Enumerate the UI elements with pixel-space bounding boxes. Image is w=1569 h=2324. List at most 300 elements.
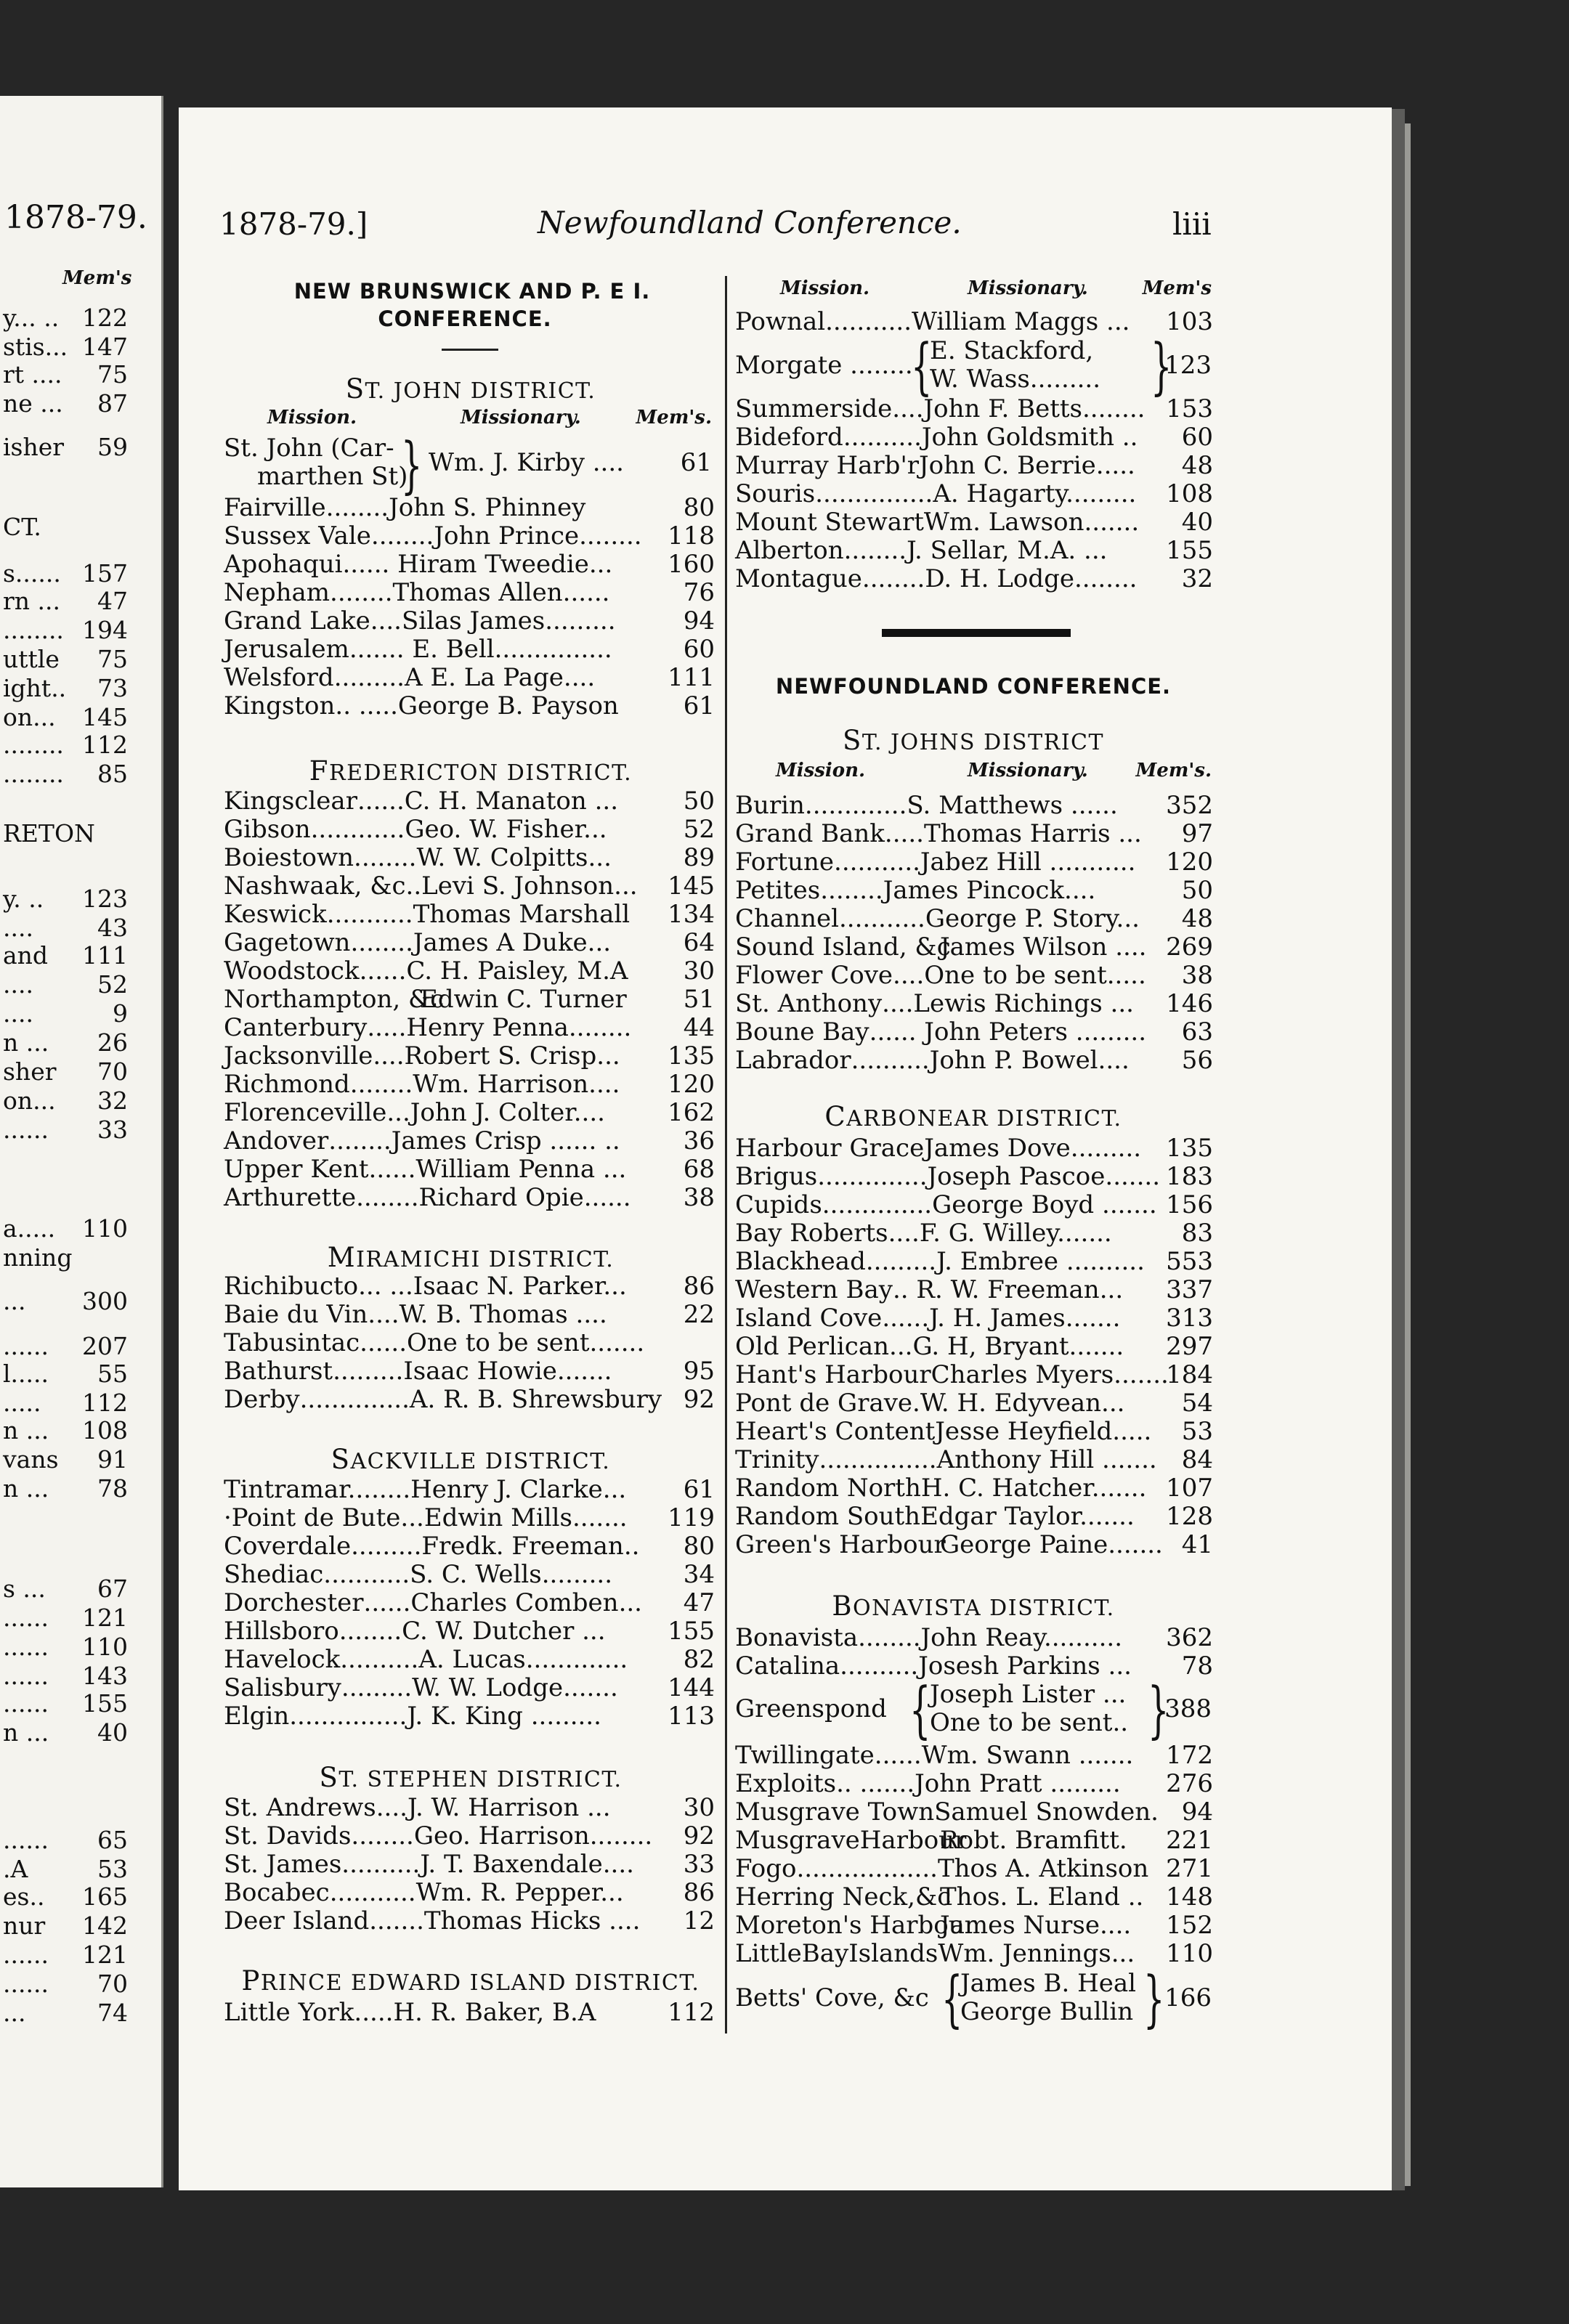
members-count: 44 <box>683 1013 715 1042</box>
members-count: 128 <box>1166 1502 1213 1531</box>
missionary-name: ........John S. Phinney <box>325 493 586 522</box>
missionary-name: ..........A. Lucas............. <box>340 1645 628 1674</box>
mems-heading: Mem's. <box>636 407 712 428</box>
mission-name: Dorchester <box>224 1588 364 1617</box>
missionary-name: .......Thomas Hicks .... <box>369 1906 641 1935</box>
st-johns-district-heading: ST. JOHNS DISTRICT <box>842 725 1105 756</box>
members-count: 156 <box>1166 1190 1213 1219</box>
missionary-name: ....F. G. Willey....... <box>888 1219 1112 1248</box>
left-fragment-number: 155 <box>82 1689 128 1718</box>
directory-row <box>224 1127 715 1155</box>
left-fragment-text: s...... <box>3 559 61 588</box>
mission-name: St. James <box>224 1850 342 1879</box>
members-count: 271 <box>1166 1854 1213 1883</box>
missionary-name: ...........George P. Story... <box>838 904 1140 933</box>
missionary-name: ..........John P. Bowel.... <box>851 1046 1130 1075</box>
left-fragment-number: 33 <box>97 1116 128 1144</box>
directory-row <box>735 877 1213 905</box>
members-count: 123 <box>1164 351 1212 380</box>
left-fragment-number: 143 <box>82 1662 128 1690</box>
carbonear-district-heading: CARBONEAR DISTRICT. <box>824 1101 1122 1132</box>
left-fragment-text: .A <box>3 1855 28 1883</box>
missionary-name: James Dove......... <box>924 1134 1142 1163</box>
missionary-name: .............S. Matthews ...... <box>804 791 1118 820</box>
directory-row <box>735 1827 1213 1855</box>
mission-name: Channel <box>735 904 839 933</box>
missionary-name: James Wilson .... <box>940 933 1147 962</box>
left-fragment-row <box>0 1689 153 1718</box>
missionary-name: ....Lewis Richings ... <box>882 989 1134 1018</box>
members-count: 89 <box>683 843 715 872</box>
missionary-name: ...G. H, Bryant....... <box>889 1332 1124 1361</box>
left-fragment-row <box>0 587 153 616</box>
left-fragment-number: 74 <box>97 1999 128 2027</box>
left-fragment-text: n ... <box>3 1718 49 1747</box>
missionary-name: ......C. H. Paisley, M.A <box>359 956 628 986</box>
missionary-name: ........John Prince........ <box>370 521 642 550</box>
mission-name: Twillingate <box>735 1741 875 1770</box>
left-fragment-row <box>0 1662 153 1691</box>
left-fragment-row <box>0 1332 153 1361</box>
mission-name: Island Cove <box>735 1304 883 1333</box>
members-count: 94 <box>1181 1797 1213 1827</box>
directory-row <box>224 1155 715 1184</box>
mission-name: Woodstock <box>224 956 360 986</box>
directory-row <box>224 986 715 1014</box>
missionary-name-2: George Bullin <box>960 1997 1134 2026</box>
directory-row <box>224 844 715 872</box>
members-count: 92 <box>683 1385 715 1414</box>
directory-row <box>224 1272 715 1301</box>
mission-name: Bathurst <box>224 1357 333 1386</box>
left-fragment-row <box>0 914 153 943</box>
left-fragment-row <box>0 1941 153 1970</box>
pei-district-heading: PRINCE EDWARD ISLAND DISTRICT. <box>241 1965 700 1996</box>
left-page-mems-label: Mem's <box>62 267 132 289</box>
left-fragment-row <box>0 1416 153 1445</box>
left-fragment-number: 70 <box>97 1057 128 1086</box>
left-fragment-number: 67 <box>97 1575 128 1603</box>
mission-name: Andover <box>224 1126 329 1155</box>
members-count: 36 <box>683 1126 715 1155</box>
left-fragment-row <box>0 513 153 542</box>
missionary-name: ........James A Duke... <box>350 928 612 957</box>
members-count: 53 <box>1181 1417 1213 1446</box>
missionary-name: ........James Pincock.... <box>820 876 1096 905</box>
directory-row <box>224 1386 715 1414</box>
st-john-carmarthen-entry <box>224 429 715 500</box>
mission-name: Mount Stewart <box>735 508 924 537</box>
left-fragment-row <box>0 1389 153 1418</box>
left-page-year: 1878-79. <box>4 199 147 236</box>
page-edge <box>1405 123 1411 2186</box>
left-fragment-row <box>0 1287 153 1316</box>
missionary-name: ........Geo. Harrison........ <box>351 1821 653 1850</box>
left-fragment-text: RETON <box>3 819 95 848</box>
mission-name: Richmond <box>224 1070 350 1099</box>
members-count: 64 <box>683 928 715 957</box>
missionary-name: ........J. Sellar, M.A. ... <box>843 536 1108 565</box>
left-fragment-text: ...... <box>3 1662 49 1690</box>
missionary-name: ..............George Boyd ....... <box>822 1190 1157 1219</box>
left-fragment-row <box>0 1445 153 1474</box>
members-count: 362 <box>1166 1623 1213 1652</box>
left-fragment-row <box>0 304 153 333</box>
members-count: 47 <box>683 1588 715 1617</box>
mission-name: Jerusalem <box>224 635 349 664</box>
mission-name: Greenspond <box>735 1694 887 1723</box>
directory-row <box>735 820 1213 848</box>
directory-row <box>735 537 1213 565</box>
mission-name: Tabusintac <box>224 1328 360 1357</box>
running-head-year: 1878-79.] <box>219 206 368 242</box>
missionary-name: ......Henry J. Clarke... <box>363 1475 627 1504</box>
members-count: 97 <box>1181 819 1213 848</box>
page-shadow <box>1392 109 1405 2190</box>
left-fragment-number: 147 <box>82 333 128 361</box>
members-count: 60 <box>683 635 715 664</box>
missionary-heading: Missionary. <box>461 407 581 428</box>
left-fragment-text: nur <box>3 1911 46 1940</box>
mission-name: Deer Island <box>224 1906 370 1935</box>
directory-row <box>224 1042 715 1070</box>
mission-name: Bay Roberts <box>735 1219 888 1248</box>
mission-name: Pont de Grave <box>735 1389 913 1418</box>
directory-row <box>735 962 1213 990</box>
members-count: 50 <box>1181 876 1213 905</box>
members-count: 86 <box>683 1272 715 1301</box>
directory-row <box>224 1014 715 1042</box>
mission-name: Coverdale <box>224 1532 352 1561</box>
left-fragment-number: 91 <box>97 1445 128 1474</box>
left-fragment-number: 85 <box>97 760 128 788</box>
left-fragment-text: ...... <box>3 1332 49 1360</box>
left-fragment-text: ........ <box>3 760 64 788</box>
st-stephen-district-heading: ST. STEPHEN DISTRICT. <box>319 1762 623 1793</box>
directory-row <box>224 1702 715 1731</box>
left-fragment-text: CT. <box>3 513 41 541</box>
members-count: 113 <box>668 1702 715 1731</box>
members-count: 160 <box>668 550 715 579</box>
members-count: 92 <box>683 1821 715 1850</box>
missionary-name: ...............A. Hagarty......... <box>815 479 1137 508</box>
missionary-name: ... ...Isaac N. Parker... <box>358 1272 627 1301</box>
left-fragment-number: 207 <box>82 1332 128 1360</box>
directory-row <box>224 579 715 607</box>
mission-name: St. John (Car- <box>224 434 394 463</box>
missionary-name: .........Isaac Howie....... <box>333 1357 612 1386</box>
left-fragment-row <box>0 1028 153 1057</box>
members-count: 313 <box>1166 1304 1213 1333</box>
missionary-name: .....Henry Penna........ <box>367 1013 632 1042</box>
nb-conference-title-line1: NEW BRUNSWICK AND P. E I. <box>293 279 651 304</box>
directory-row <box>224 1674 715 1702</box>
mission-name: Hillsboro <box>224 1617 339 1646</box>
left-fragment-row <box>0 1086 153 1116</box>
directory-row <box>224 1532 715 1561</box>
nb-column-headings <box>224 407 715 428</box>
members-count: 50 <box>683 787 715 816</box>
members-count: 135 <box>668 1041 715 1070</box>
left-fragment-text: isher <box>3 433 65 461</box>
directory-row <box>735 1503 1213 1531</box>
bonavista-district-heading: BONAVISTA DISTRICT. <box>832 1590 1115 1622</box>
missionary-name: ....Robert S. Crisp... <box>373 1041 620 1070</box>
left-fragment-number: 121 <box>82 1941 128 1969</box>
mission-name: Derby <box>224 1385 300 1414</box>
missionary-name: H. C. Hatcher....... <box>920 1474 1147 1503</box>
mission-name: Cupids <box>735 1190 822 1219</box>
left-fragment-row <box>0 1826 153 1855</box>
mission-name: Arthurette <box>224 1183 357 1212</box>
members-count: 38 <box>683 1183 715 1212</box>
members-count: 107 <box>1166 1474 1213 1503</box>
mission-name: Pownal <box>735 307 826 336</box>
members-count: 82 <box>683 1645 715 1674</box>
left-fragment-number: 47 <box>97 587 128 615</box>
mission-name: Hant's Harbour <box>735 1360 931 1389</box>
missionary-name-2: One to be sent.. <box>930 1708 1129 1737</box>
left-fragment-number: 121 <box>82 1604 128 1632</box>
directory-row <box>224 787 715 816</box>
left-fragment-text: ... <box>3 1999 26 2027</box>
left-fragment-number: 157 <box>82 559 128 588</box>
directory-row <box>735 1624 1213 1652</box>
missionary-name: Wm. Jennings... <box>938 1939 1135 1968</box>
mission-name: Moreton's Harbour <box>735 1911 976 1940</box>
left-fragment-number: 65 <box>97 1826 128 1854</box>
left-fragment-row <box>0 1911 153 1941</box>
directory-row <box>735 452 1213 480</box>
mission-name: Jacksonville <box>224 1041 373 1070</box>
left-fragment-number: 108 <box>82 1416 128 1445</box>
missionary-name: .....H. R. Baker, B.A <box>354 1998 596 2027</box>
directory-row <box>224 1589 715 1617</box>
directory-row <box>224 494 715 522</box>
members-count: 22 <box>683 1300 715 1329</box>
mems-heading: Mem's. <box>1135 760 1212 781</box>
members-count: 119 <box>668 1503 715 1532</box>
mission-name: ·Point de Bute <box>224 1503 401 1532</box>
left-fragment-number: 55 <box>97 1360 128 1388</box>
missionary-name: ..........Josesh Parkins ... <box>840 1651 1132 1681</box>
left-fragment-text: rt .... <box>3 360 62 389</box>
mission-name: Montague <box>735 564 862 593</box>
missionary-name: Thos. L. Eland .. <box>940 1882 1144 1911</box>
directory-row <box>735 1163 1213 1191</box>
left-fragment-number: 78 <box>97 1474 128 1503</box>
missionary-name: ..............Joseph Pascoe....... <box>817 1162 1161 1191</box>
mission-name: Elgin <box>224 1702 290 1731</box>
missionary-name: ...Edwin Mills....... <box>400 1503 628 1532</box>
missionary-name: John C. Berrie..... <box>919 451 1135 480</box>
left-fragment-text: n ... <box>3 1028 49 1057</box>
left-fragment-row <box>0 1604 153 1633</box>
left-fragment-number: 73 <box>97 674 128 702</box>
members-count: 172 <box>1166 1741 1213 1770</box>
directory-row <box>735 565 1213 593</box>
left-fragment-text: stis... <box>3 333 68 361</box>
directory-row <box>735 1652 1213 1681</box>
directory-row <box>735 1883 1213 1911</box>
left-fragment-row <box>0 559 153 588</box>
missionary-name: .. R. W. Freeman... <box>892 1275 1124 1304</box>
missionary-name: .........A E. La Page.... <box>333 663 596 692</box>
left-fragment-row <box>0 819 153 848</box>
fredericton-district-heading: FREDERICTON DISTRICT. <box>309 755 633 787</box>
mission-name: Kingston <box>224 691 336 720</box>
mission-name: Upper Kent <box>224 1155 369 1184</box>
left-fragment-row <box>0 674 153 703</box>
directory-row <box>735 1855 1213 1883</box>
mission-name: Exploits <box>735 1769 837 1798</box>
directory-row <box>224 1070 715 1099</box>
missionary-name: .....Thomas Harris ... <box>884 819 1142 848</box>
left-fragment-text: on... <box>3 1086 56 1115</box>
members-count: 52 <box>683 815 715 844</box>
members-count: 166 <box>1164 1983 1212 2012</box>
right-brace: } <box>1148 1674 1169 1745</box>
mission-name: Brigus <box>735 1162 818 1191</box>
left-fragment-number: 110 <box>82 1633 128 1661</box>
left-fragment-text: l..... <box>3 1360 49 1388</box>
directory-row <box>735 1047 1213 1075</box>
directory-row <box>224 1822 715 1850</box>
left-fragment-text: and <box>3 941 49 970</box>
members-count: 145 <box>668 871 715 901</box>
missionary-name: ..............A. R. B. Shrewsbury <box>299 1385 662 1414</box>
left-fragment-text: sher <box>3 1057 57 1086</box>
members-count: 95 <box>683 1357 715 1386</box>
missionary-name: ........Thomas Allen...... <box>330 578 610 607</box>
missionary-name: Wm. J. Kirby .... <box>429 448 624 477</box>
section-thick-rule <box>882 629 1071 637</box>
members-count: 153 <box>1166 394 1213 423</box>
members-count: 56 <box>1181 1046 1213 1075</box>
left-fragment-row <box>0 731 153 760</box>
greenspond-entry <box>735 1674 1213 1745</box>
missionary-name: ........W. W. Colpitts... <box>354 843 612 872</box>
nb-conference-title-line2: CONFERENCE. <box>378 306 552 331</box>
left-fragment-row <box>0 1243 153 1272</box>
mission-name: Flower Cove <box>735 961 893 990</box>
mission-name: Old Perlican <box>735 1332 890 1361</box>
members-count: 118 <box>668 521 715 550</box>
left-fragment-number: 75 <box>97 645 128 673</box>
mission-name: Blackhead <box>735 1247 866 1276</box>
missionary-name: .........J. Embree .......... <box>865 1247 1145 1276</box>
directory-row <box>735 848 1213 877</box>
missionary-name: ...........Thomas Marshall <box>326 900 631 929</box>
mission-name-cont: marthen St) <box>257 462 408 491</box>
left-fragment-row <box>0 333 153 362</box>
missionary-name: ......J. H. James....... <box>882 1304 1121 1333</box>
members-count: 112 <box>668 1998 715 2027</box>
mission-name: Petites <box>735 876 821 905</box>
left-fragment-text: ........ <box>3 616 64 644</box>
missionary-name: Charles Myers....... <box>931 1360 1169 1389</box>
members-count: 269 <box>1166 933 1213 962</box>
missionary-name: ...........Jabez Hill ........... <box>834 848 1136 877</box>
members-count: 84 <box>1181 1445 1213 1474</box>
mission-name: Keswick <box>224 900 327 929</box>
members-count: 41 <box>1181 1530 1213 1559</box>
mission-name: Alberton <box>735 536 844 565</box>
left-fragment-number: 110 <box>82 1214 128 1243</box>
left-fragment-number: 194 <box>82 616 128 644</box>
missionary-heading: Missionary. <box>968 277 1088 299</box>
directory-row <box>224 1646 715 1674</box>
left-fragment-text: vans <box>3 1445 59 1474</box>
members-count: 148 <box>1166 1882 1213 1911</box>
directory-row <box>735 792 1213 820</box>
directory-row <box>224 816 715 844</box>
mission-name: Little York <box>224 1998 354 2027</box>
directory-row <box>224 607 715 635</box>
members-count: 276 <box>1166 1769 1213 1798</box>
directory-row <box>735 1770 1213 1798</box>
mission-name: Trinity <box>735 1445 819 1474</box>
left-fragment-text: .... <box>3 914 33 942</box>
members-count: 120 <box>1166 848 1213 877</box>
missionary-name-1: E. Stackford, <box>930 336 1094 365</box>
mission-name: Fortune <box>735 848 835 877</box>
mission-name: Bonavista <box>735 1623 859 1652</box>
mission-name: Tintramar.. <box>224 1475 364 1504</box>
mission-heading: Mission. <box>776 760 866 781</box>
left-fragment-text: uttle <box>3 645 60 673</box>
missionary-name: ......One to be sent....... <box>360 1328 645 1357</box>
members-count: 184 <box>1166 1360 1213 1389</box>
directory-row <box>735 1134 1213 1163</box>
left-fragment-row <box>0 1999 153 2028</box>
directory-row <box>224 1329 715 1357</box>
left-fragment-row <box>0 1718 153 1747</box>
members-count: 162 <box>668 1098 715 1127</box>
missionary-name: ....Silas James......... <box>370 606 616 635</box>
left-fragment-row <box>0 999 153 1028</box>
mission-name: Harbour Grace <box>735 1134 925 1163</box>
missionary-name: ...... John Peters ......... <box>869 1017 1147 1047</box>
left-fragment-row <box>0 1633 153 1662</box>
left-facing-page-fragment <box>0 96 163 2187</box>
left-fragment-number: 26 <box>97 1028 128 1057</box>
missionary-name: ........Wm. Harrison.... <box>349 1070 620 1099</box>
members-count: 94 <box>683 606 715 635</box>
directory-row <box>735 1276 1213 1304</box>
missionary-name: Edwin C. Turner <box>420 985 627 1014</box>
left-fragment-number: 43 <box>97 914 128 942</box>
directory-row <box>735 1474 1213 1503</box>
members-count: 61 <box>683 1475 715 1504</box>
left-fragment-number: 9 <box>113 999 128 1028</box>
directory-row <box>735 508 1213 537</box>
left-brace: { <box>909 1674 931 1745</box>
members-count: 83 <box>1181 1219 1213 1248</box>
left-fragment-text: ... <box>3 1287 26 1315</box>
missionary-name: ....J. W. Harrison ... <box>376 1793 611 1822</box>
directory-row <box>735 933 1213 962</box>
page-number: liii <box>1172 206 1212 242</box>
left-fragment-text: a..... <box>3 1214 56 1243</box>
missionary-name: .. .....George B. Payson <box>335 691 619 720</box>
members-count: 155 <box>1166 536 1213 565</box>
directory-row <box>735 480 1213 508</box>
members-count: 78 <box>1181 1651 1213 1681</box>
mission-name: Gibson <box>224 815 311 844</box>
left-fragment-number: 122 <box>82 304 128 332</box>
mission-heading: Mission. <box>780 277 870 299</box>
